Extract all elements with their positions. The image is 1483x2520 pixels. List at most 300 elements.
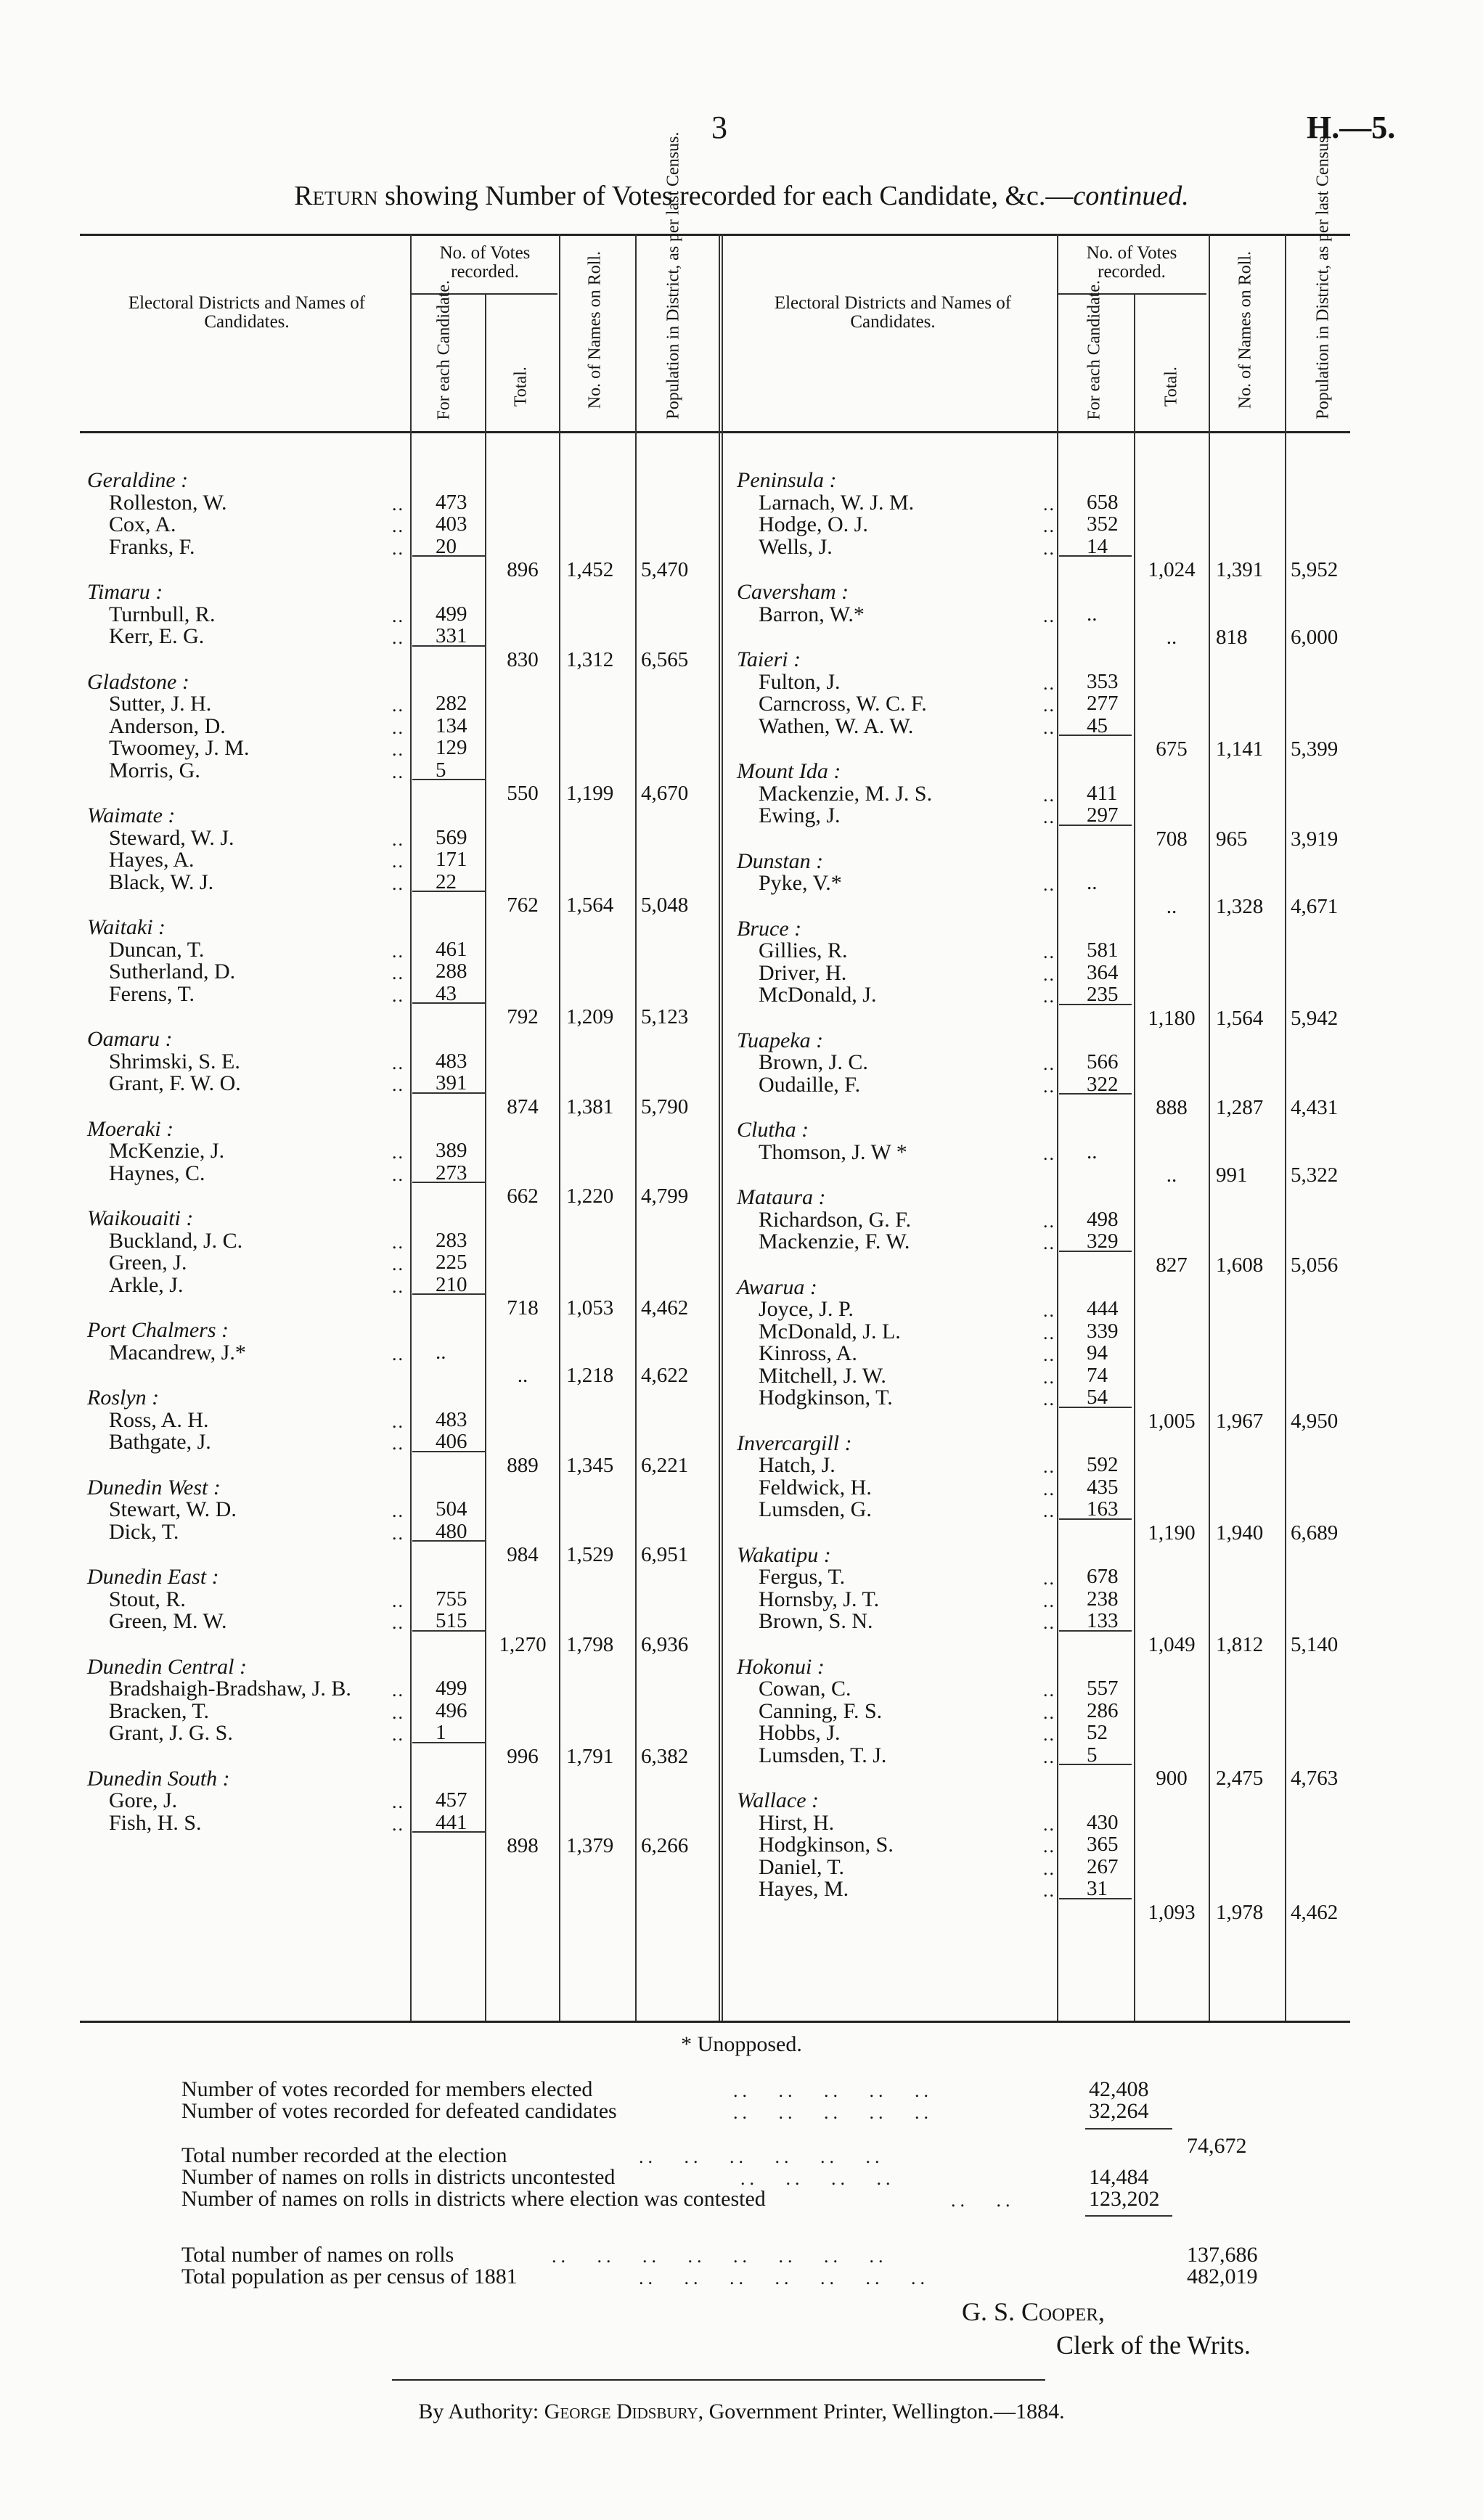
subtotal-rule [1059, 735, 1132, 736]
population: 5,952 [1291, 558, 1339, 581]
leader-dots: .. [392, 761, 404, 782]
candidate-name: McDonald, J. [759, 983, 877, 1007]
district-name: Invercargill : [737, 1431, 852, 1455]
candidate-votes: 54 [1087, 1386, 1108, 1409]
district-total: .. [1166, 1163, 1177, 1187]
roll-count: 1,529 [566, 1543, 614, 1566]
district-total: 1,270 [499, 1632, 547, 1656]
candidate-votes: 755 [436, 1587, 467, 1611]
candidate-name: Hodge, O. J. [759, 512, 868, 536]
page-number: 3 [711, 110, 727, 145]
population: 5,942 [1291, 1006, 1339, 1030]
candidate-name: Hayes, M. [759, 1877, 849, 1901]
imprint [0, 2400, 1483, 2424]
population: 4,462 [1291, 1900, 1339, 1924]
candidate-votes: 496 [436, 1698, 467, 1722]
candidate-name: Arkle, J. [109, 1272, 184, 1297]
leader-dots: .. [1043, 716, 1055, 738]
roll-count: 1,345 [566, 1453, 614, 1477]
leader-dots: .. [392, 716, 404, 738]
candidate-name: Oudaille, F. [759, 1072, 861, 1097]
district-total: 762 [507, 893, 539, 917]
population: 4,670 [641, 782, 689, 805]
roll-count: 1,381 [566, 1095, 614, 1118]
leader-dots: .. [392, 1343, 404, 1365]
population: 5,123 [641, 1005, 689, 1028]
leader-dots: .. [392, 940, 404, 962]
candidate-votes: 329 [1087, 1230, 1119, 1253]
candidate-name: Black, W. J. [109, 870, 214, 894]
subtotal-rule [1059, 1518, 1132, 1520]
candidate-name: Gillies, R. [759, 938, 848, 962]
candidate-votes: 31 [1087, 1877, 1108, 1900]
candidate-votes: 5 [1087, 1743, 1098, 1767]
summary-population-value: 482,019 [1187, 2265, 1258, 2288]
candidate-name: Hornsby, J. T. [759, 1587, 880, 1611]
roll-count: 1,141 [1216, 737, 1264, 761]
roll-count: 965 [1216, 827, 1248, 851]
subtotal-rule [1059, 1093, 1132, 1095]
candidate-votes: 515 [436, 1609, 467, 1632]
summary-defeated-value: 32,264 [1089, 2099, 1149, 2123]
population: 4,462 [641, 1296, 689, 1320]
leader-dots: .. [392, 1612, 404, 1633]
candidate-name: McKenzie, J. [109, 1139, 225, 1163]
candidate-votes: 171 [436, 848, 467, 871]
candidate-name: Sutter, J. H. [109, 692, 212, 716]
candidate-votes: 225 [436, 1251, 467, 1274]
leader-dots: .. [392, 537, 404, 559]
leader-dots: .. [1043, 1232, 1055, 1253]
candidate-votes: 1 [436, 1721, 446, 1744]
candidate-name: Fulton, J. [759, 669, 841, 694]
candidate-name: Bradshaigh-Bradshaw, J. B. [109, 1677, 351, 1701]
candidate-votes: 322 [1087, 1072, 1119, 1096]
leader-dots: .. [1043, 1053, 1055, 1074]
roll-count: 1,220 [566, 1185, 614, 1208]
header-population: Population in District, as per last Census. [663, 131, 683, 420]
population: 5,322 [1291, 1163, 1339, 1187]
candidate-name: Daniel, T. [759, 1854, 845, 1879]
district-total: 1,180 [1148, 1006, 1196, 1030]
district-name: Dunedin Central : [87, 1654, 247, 1679]
roll-count: 1,564 [566, 893, 614, 917]
leader-dots: .. [392, 739, 404, 760]
district-total: 1,049 [1148, 1632, 1196, 1656]
candidate-votes: 20 [436, 534, 457, 558]
leader-dots: .. [1043, 1612, 1055, 1633]
subtotal-rule [412, 891, 485, 892]
candidate-votes: 283 [436, 1228, 467, 1252]
candidate-votes: 45 [1087, 713, 1108, 737]
roll-count: 2,475 [1216, 1767, 1264, 1790]
candidate-votes: 286 [1087, 1698, 1119, 1722]
subtotal-rule [1059, 1407, 1132, 1408]
candidate-name: Grant, J. G. S. [109, 1721, 233, 1745]
district-name: Dunedin East : [87, 1565, 219, 1589]
leader-dots: .. [392, 1253, 404, 1275]
subtotal-rule [1059, 555, 1132, 557]
subtotal-rule [412, 1293, 485, 1295]
candidate-votes: 353 [1087, 669, 1119, 693]
leader-dots: .. [392, 1410, 404, 1432]
leader-dots: .. [392, 1791, 404, 1812]
right-col-divider [1057, 234, 1058, 2021]
candidate-votes: 444 [1087, 1297, 1119, 1320]
leader-dots: .. [392, 984, 404, 1006]
roll-count: 1,564 [1216, 1006, 1264, 1030]
leader-dots: .. [1043, 1344, 1055, 1365]
candidate-name: Hodgkinson, T. [759, 1386, 893, 1410]
candidate-votes: 566 [1087, 1050, 1119, 1073]
population: 6,689 [1291, 1521, 1339, 1545]
candidate-name: Larnach, W. J. M. [759, 490, 915, 515]
leader-dots: .. [392, 962, 404, 983]
leader-dots: .. [1043, 1680, 1055, 1701]
candidate-votes: 504 [436, 1497, 467, 1521]
candidate-votes: 557 [1087, 1677, 1119, 1700]
candidate-name: Steward, W. J. [109, 825, 234, 850]
candidate-name: Fish, H. S. [109, 1810, 202, 1835]
candidate-name: Morris, G. [109, 758, 200, 782]
leader-dots: .. [1043, 806, 1055, 827]
summary-population-label: Total population as per census of 1881 [181, 2265, 518, 2288]
candidate-votes: 94 [1087, 1341, 1108, 1365]
leader-dots: .. [1043, 1456, 1055, 1477]
district-total: 984 [507, 1543, 539, 1566]
summary-total-label: Total number recorded at the election [181, 2143, 507, 2167]
candidate-name: Franks, F. [109, 534, 195, 559]
candidate-name: Hayes, A. [109, 848, 195, 872]
population: 6,951 [641, 1543, 689, 1566]
roll-count: 1,218 [566, 1364, 614, 1387]
district-total: 889 [507, 1453, 539, 1477]
leader-dots: .. [392, 1231, 404, 1253]
candidate-votes: 403 [436, 512, 467, 536]
roll-count: 1,312 [566, 647, 614, 671]
title-lead: Return [294, 181, 378, 211]
district-name: Tuapeka : [737, 1028, 824, 1052]
subtotal-rule [1059, 1004, 1132, 1005]
population: 4,799 [641, 1185, 689, 1208]
district-name: Waikouaiti : [87, 1206, 194, 1230]
title-main: showing Number of Votes recorded for each Candidate, &c.— [385, 181, 1074, 211]
district-name: Taieri : [737, 647, 801, 671]
district-name: Hokonui : [737, 1654, 825, 1679]
population: 3,919 [1291, 827, 1339, 851]
candidate-votes: 52 [1087, 1721, 1108, 1744]
leader-dots: .. [1043, 963, 1055, 985]
candidate-name: Green, M. W. [109, 1609, 227, 1633]
subtotal-rule [1059, 1764, 1132, 1765]
district-name: Caversham : [737, 580, 849, 604]
summary-uncontested-label: Number of names on rolls in districts uncontested [181, 2165, 616, 2189]
candidate-name: Pyke, V.* [759, 871, 842, 895]
district-total: 1,093 [1148, 1900, 1196, 1924]
district-name: Peninsula : [737, 468, 837, 492]
leader-dots: .. [392, 515, 404, 536]
candidate-votes: 441 [436, 1810, 467, 1834]
district-total: 900 [1156, 1767, 1188, 1790]
candidate-name: Mackenzie, F. W. [759, 1230, 910, 1253]
candidate-votes: 210 [436, 1272, 467, 1296]
leader-dots: .. [392, 1590, 404, 1611]
candidate-votes: 282 [436, 692, 467, 715]
population: 4,622 [641, 1364, 689, 1387]
title-tail: continued. [1073, 181, 1189, 211]
candidate-name: Thomson, J. W * [759, 1140, 907, 1164]
district-total: .. [1166, 894, 1177, 918]
candidate-name: Bracken, T. [109, 1698, 210, 1723]
district-total: 888 [1156, 1096, 1188, 1119]
candidate-votes: 457 [436, 1788, 467, 1812]
leader-dots: .. [392, 828, 404, 850]
candidate-name: Stout, R. [109, 1587, 186, 1611]
district-name: Dunedin West : [87, 1475, 221, 1500]
roll-count: 1,791 [566, 1744, 614, 1768]
district-total: 830 [507, 647, 539, 671]
candidate-name: Carncross, W. C. F. [759, 692, 927, 716]
population: 4,431 [1291, 1096, 1339, 1119]
candidate-name: Kerr, E. G. [109, 624, 205, 648]
leader-dots: .. [1043, 1300, 1055, 1321]
district-total: 996 [507, 1744, 539, 1768]
candidate-votes: 461 [436, 937, 467, 961]
district-total: 898 [507, 1834, 539, 1857]
district-total: 1,005 [1148, 1409, 1196, 1433]
subtotal-rule [412, 1742, 485, 1743]
roll-count: 1,812 [1216, 1632, 1264, 1656]
candidate-name: Fergus, T. [759, 1565, 846, 1589]
leader-dots: .. [392, 1813, 404, 1835]
left-col-divider [635, 234, 637, 2021]
summary-members-label: Number of votes recorded for members elected [181, 2077, 593, 2101]
roll-count: 1,328 [1216, 894, 1264, 918]
leader-dots: .. [392, 851, 404, 872]
candidate-votes: 473 [436, 490, 467, 514]
summary-rolls-value: 137,686 [1187, 2243, 1258, 2267]
subtotal-rule [1059, 825, 1132, 826]
roll-count: 1,209 [566, 1005, 614, 1028]
leader-dots: .. [1043, 1142, 1055, 1164]
subtotal-rule [1059, 1630, 1132, 1632]
candidate-votes: 134 [436, 713, 467, 737]
leader-dots: .. [1043, 1366, 1055, 1388]
leader-dots: .. [1043, 1746, 1055, 1767]
header-roll: No. of Names on Roll. [585, 250, 605, 409]
candidate-votes: 499 [436, 1677, 467, 1700]
summary-rolls-label: Total number of names on rolls [181, 2243, 454, 2267]
candidate-name: Lumsden, T. J. [759, 1743, 887, 1767]
district-name: Awarua : [737, 1275, 817, 1299]
leader-dots: .. [392, 627, 404, 648]
subtotal-rule [412, 1002, 485, 1004]
population: 4,950 [1291, 1409, 1339, 1433]
population: 5,048 [641, 893, 689, 917]
leader-dots: .. [1043, 784, 1055, 806]
candidate-votes: 5 [436, 758, 446, 782]
district-name: Dunstan : [737, 848, 824, 873]
subtotal-rule [412, 1540, 485, 1542]
candidate-votes: 364 [1087, 960, 1119, 984]
roll-count: 1,798 [566, 1632, 614, 1656]
summary-uncontested-value: 14,484 [1089, 2165, 1149, 2189]
district-name: Gladstone : [87, 669, 189, 694]
leader-dots: .. [392, 695, 404, 716]
candidate-name: Hodgkinson, S. [759, 1833, 894, 1857]
subtotal-rule [412, 1451, 485, 1452]
leader-dots: .. [1043, 695, 1055, 716]
district-total: 718 [507, 1296, 539, 1320]
candidate-votes: 277 [1087, 692, 1119, 715]
header-total: Total. [511, 367, 531, 407]
subtotal-rule [412, 555, 485, 557]
imprint-lead: By Authority: [418, 2400, 539, 2423]
leader-dots: .. [392, 1275, 404, 1297]
candidate-name: Canning, F. S. [759, 1698, 883, 1723]
candidate-name: Cowan, C. [759, 1677, 851, 1701]
candidate-name: Cox, A. [109, 512, 176, 536]
roll-count: 1,287 [1216, 1096, 1264, 1119]
roll-count: 1,940 [1216, 1521, 1264, 1545]
district-name: Oamaru : [87, 1027, 173, 1051]
leader-dots: .. [1043, 515, 1055, 536]
leader-dots: .. [392, 1052, 404, 1073]
district-name: Wallace : [737, 1788, 820, 1812]
candidate-name: Joyce, J. P. [759, 1297, 854, 1321]
population: 4,671 [1291, 894, 1339, 918]
middle-double-rule [719, 234, 723, 2021]
candidate-name: Sutherland, D. [109, 960, 236, 983]
header-roll-right: No. of Names on Roll. [1235, 250, 1255, 409]
leader-dots: .. [392, 1522, 404, 1544]
footnote-unopposed: * Unopposed. [681, 2032, 802, 2056]
right-votes-rule [1057, 293, 1206, 295]
district-total: 896 [507, 558, 539, 581]
district-total: 1,190 [1148, 1521, 1196, 1545]
candidate-name: Anderson, D. [109, 713, 226, 738]
candidate-name: Grant, F. W. O. [109, 1071, 241, 1095]
candidate-name: Hatch, J. [759, 1453, 836, 1477]
candidate-name: Richardson, G. F. [759, 1207, 912, 1232]
candidate-votes: 581 [1087, 938, 1119, 962]
candidate-name: Ewing, J. [759, 803, 841, 827]
candidate-name: Hobbs, J. [759, 1721, 841, 1745]
candidate-name: Buckland, J. C. [109, 1228, 243, 1253]
population: 5,399 [1291, 737, 1339, 761]
left-col-divider [410, 234, 412, 2021]
summary-members-value: 42,408 [1089, 2077, 1149, 2101]
summary-defeated-label: Number of votes recorded for defeated candidates [181, 2099, 617, 2123]
district-name: Geraldine : [87, 468, 189, 492]
district-name: Port Chalmers : [87, 1318, 229, 1342]
leader-dots: .. [1043, 672, 1055, 694]
roll-count: 818 [1216, 626, 1248, 649]
right-col-divider [1285, 234, 1286, 2021]
candidate-votes: 43 [436, 981, 457, 1005]
leader-dots: .. [392, 1701, 404, 1723]
leader-dots: .. [392, 1680, 404, 1701]
candidate-name: Bathgate, J. [109, 1430, 211, 1454]
candidate-votes: 592 [1087, 1453, 1119, 1476]
district-name: Dunedin South : [87, 1766, 230, 1791]
header-votes-right: No. of Votes recorded. [1086, 243, 1177, 282]
subtotal-rule [1059, 1898, 1132, 1899]
subtotal-rule [1059, 1251, 1132, 1252]
leader-dots: .. [392, 493, 404, 515]
candidate-votes: 22 [436, 870, 457, 893]
candidate-name: Wells, J. [759, 534, 833, 559]
candidate-votes: 499 [436, 602, 467, 626]
signature-name: G. S. Cooper, [962, 2297, 1105, 2326]
leader-dots: .. [1043, 1388, 1055, 1410]
district-name: Waimate : [87, 803, 176, 827]
left-votes-rule [410, 293, 557, 295]
document-code: H.—5. [1307, 110, 1396, 145]
population: 6,565 [641, 647, 689, 671]
district-total: 708 [1156, 827, 1188, 851]
candidate-votes: 483 [436, 1407, 467, 1431]
candidate-name: McDonald, J. L. [759, 1319, 901, 1343]
candidate-name: Wathen, W. A. W. [759, 713, 914, 738]
district-total: .. [517, 1364, 528, 1387]
candidate-votes: 411 [1087, 781, 1118, 805]
leader-dots: .. [1043, 1836, 1055, 1857]
table-header-rule [80, 431, 1350, 433]
candidate-votes: 658 [1087, 490, 1119, 514]
candidate-name: Ross, A. H. [109, 1407, 209, 1432]
candidate-votes: 133 [1087, 1609, 1119, 1632]
candidate-votes: 339 [1087, 1319, 1119, 1343]
header-total-right: Total. [1161, 367, 1181, 407]
roll-count: 1,978 [1216, 1900, 1264, 1924]
candidate-votes: 430 [1087, 1810, 1119, 1834]
leader-dots: .. [392, 1724, 404, 1745]
header-each-right: For each Candidate. [1084, 279, 1104, 420]
table-top-rule [80, 234, 1350, 236]
candidate-name: Mackenzie, M. J. S. [759, 781, 933, 806]
candidate-name: Twoomey, J. M. [109, 736, 250, 760]
district-name: Clutha : [737, 1118, 809, 1142]
leader-dots: .. [1043, 605, 1055, 626]
candidate-votes: 273 [436, 1161, 467, 1185]
leader-dots: .. [392, 605, 404, 626]
leader-dots: .. [392, 1433, 404, 1454]
candidate-votes: 483 [436, 1049, 467, 1073]
district-total: 792 [507, 1005, 539, 1028]
subtotal-rule [412, 645, 485, 647]
candidate-name: Dick, T. [109, 1519, 179, 1544]
population: 5,056 [1291, 1253, 1339, 1277]
right-col-divider [1134, 294, 1135, 2021]
population: 6,000 [1291, 626, 1339, 649]
leader-dots: .. [392, 1163, 404, 1185]
candidate-votes: 14 [1087, 534, 1108, 558]
header-votes: No. of Votes recorded. [439, 243, 531, 282]
candidate-name: Brown, J. C. [759, 1050, 868, 1074]
candidate-votes: .. [1087, 1140, 1098, 1163]
roll-count: 1,608 [1216, 1253, 1264, 1277]
subtotal-rule [412, 1182, 485, 1183]
candidate-votes: 678 [1087, 1565, 1119, 1588]
leader-dots: .. [1043, 1701, 1055, 1723]
page-title [0, 180, 1483, 212]
leader-dots: .. [392, 1074, 404, 1095]
candidate-name: Green, J. [109, 1251, 187, 1275]
candidate-votes: 267 [1087, 1854, 1119, 1878]
population: 5,470 [641, 558, 689, 581]
candidate-name: Stewart, W. D. [109, 1497, 237, 1521]
